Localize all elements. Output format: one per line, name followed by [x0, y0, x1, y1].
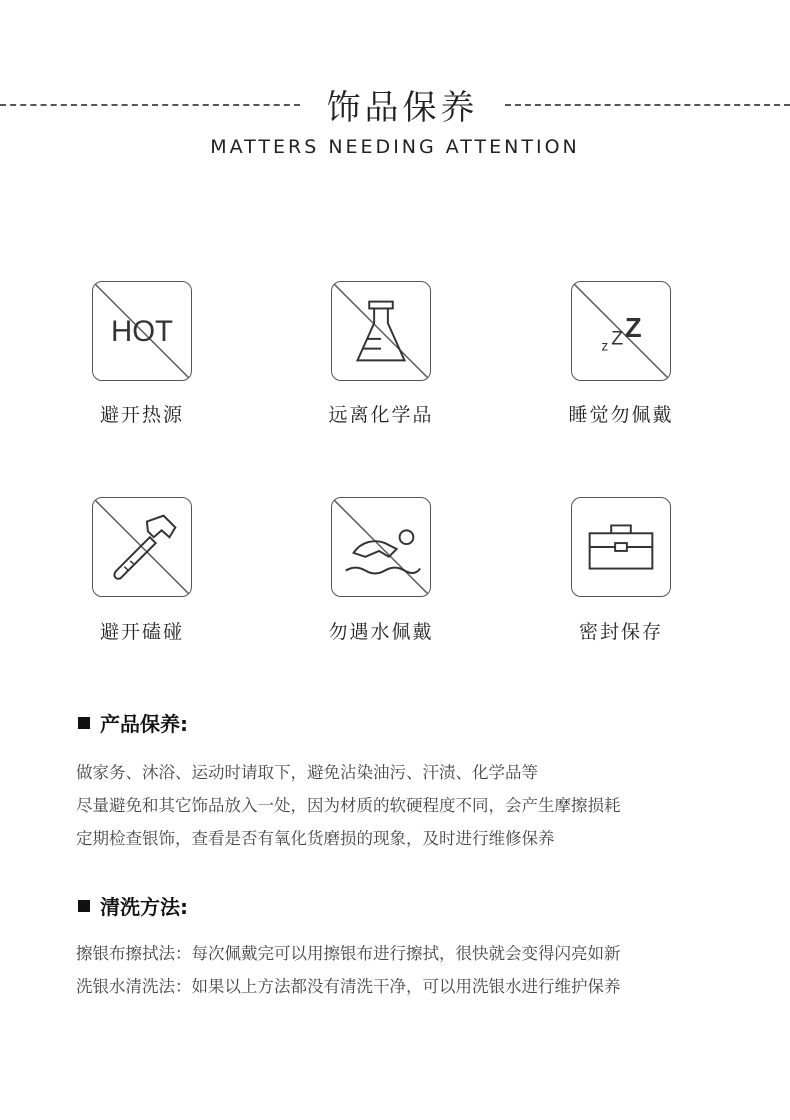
icon-tile-sleep [566, 281, 676, 391]
icon-tile-storage [566, 497, 676, 607]
hammer-icon [92, 497, 192, 597]
icon-tile-impact [87, 497, 197, 607]
icon-tile-heat [87, 281, 197, 391]
cleaning-section-heading [78, 891, 188, 920]
dashed-divider-left [0, 104, 300, 106]
page-title: 饰品保养 [326, 88, 479, 128]
toolbox-icon [571, 497, 671, 597]
svg-text:z: z [601, 338, 609, 354]
cleaning-heading-text: 清洗方法: [100, 895, 188, 919]
label-avoid-chemicals: 远离化学品 [328, 404, 434, 426]
dashed-divider-right [505, 104, 790, 106]
swimming-icon [331, 497, 431, 597]
care-line: 尽量避免和其它饰品放入一处，因为材质的软硬程度不同，会产生摩擦损耗 [76, 796, 621, 815]
svg-text:Z: Z [611, 327, 624, 350]
care-heading-text: 产品保养: [100, 712, 188, 736]
label-no-wear-water: 勿遇水佩戴 [328, 621, 434, 643]
page-subtitle: MATTERS NEEDING ATTENTION [210, 136, 580, 158]
label-avoid-heat: 避开热源 [99, 404, 184, 426]
label-sealed-storage: 密封保存 [578, 621, 663, 643]
flask-icon [331, 281, 431, 381]
label-avoid-impact: 避开磕碰 [99, 621, 184, 643]
care-section-heading [78, 708, 188, 737]
care-line: 做家务、沐浴、运动时请取下，避免沾染油污、汗渍、化学品等 [76, 763, 538, 782]
svg-text:Z: Z [624, 311, 642, 343]
bullet-square-icon [78, 717, 90, 729]
cleaning-line: 洗银水清洗法：如果以上方法都没有清洗干净，可以用洗银水进行维护保养 [76, 977, 621, 996]
label-no-wear-sleep: 睡觉勿佩戴 [568, 404, 674, 426]
hot-icon [92, 281, 192, 381]
sleep-icon [571, 281, 671, 381]
icon-tile-chemicals [326, 281, 436, 391]
bullet-square-icon [78, 900, 90, 912]
hot-text: HOT [110, 314, 174, 348]
care-line: 定期检查银饰，查看是否有氧化货磨损的现象，及时进行维修保养 [76, 829, 555, 848]
cleaning-line: 擦银布擦拭法：每次佩戴完可以用擦银布进行擦拭，很快就会变得闪亮如新 [76, 944, 621, 963]
icon-tile-water [326, 497, 436, 607]
